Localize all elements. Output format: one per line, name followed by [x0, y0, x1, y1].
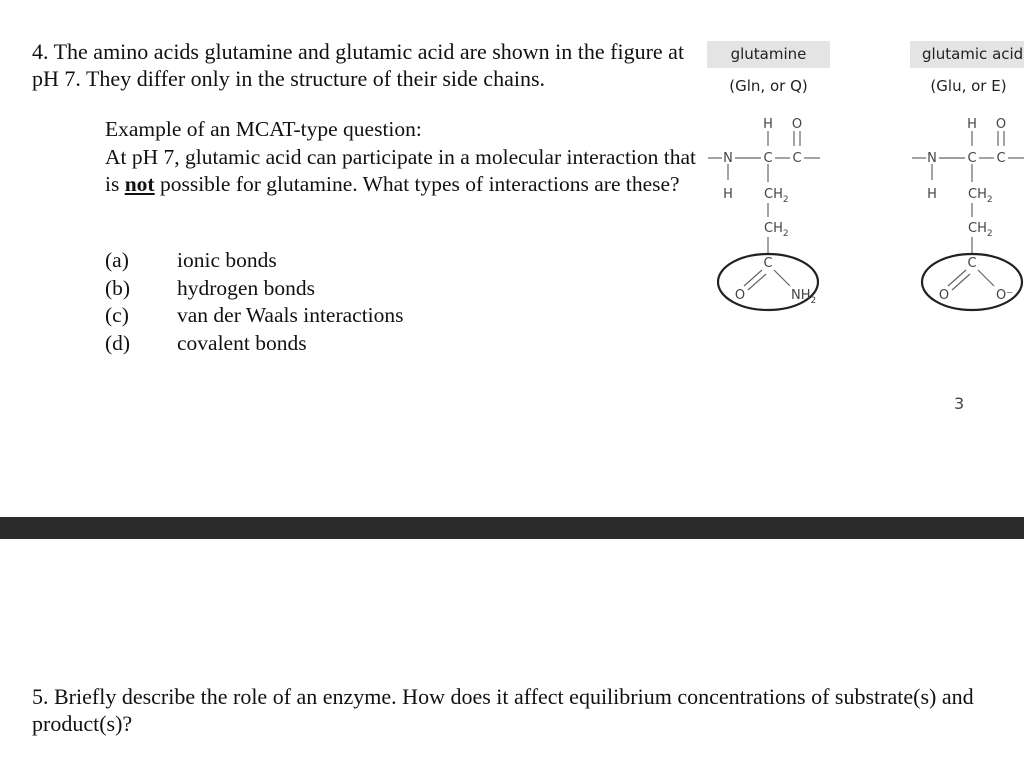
- page-divider: [0, 517, 1024, 539]
- option-text: hydrogen bonds: [177, 275, 315, 300]
- atom-c: C: [967, 151, 977, 166]
- example-heading: Example of an MCAT-type question:: [105, 117, 422, 141]
- stem-emphasis: not: [124, 172, 155, 196]
- example-question: [105, 116, 705, 199]
- atom-c: C: [967, 256, 977, 271]
- option-letter: (a): [105, 248, 129, 272]
- option-text: van der Waals interactions: [177, 303, 404, 327]
- question-5-text: 5. Briefly describe the role of an enzyme. How does it affect equilibrium concentrations of substrate(s) and product(s)?: [32, 684, 974, 736]
- group-ch2: $CH_2$: [764, 221, 789, 239]
- atom-o: O: [995, 117, 1007, 132]
- option-text: covalent bonds: [177, 330, 307, 355]
- atom-o: O: [734, 288, 746, 303]
- atom-h: H: [967, 117, 977, 132]
- amino-acid-structures: [690, 100, 1024, 320]
- glutamic-acid-abbr: (Glu, or E): [930, 77, 1007, 95]
- option-letter: (d): [105, 330, 131, 355]
- option-text: ionic bonds: [177, 248, 277, 272]
- atom-h: H: [723, 187, 733, 202]
- glutamine-title: glutamine: [707, 41, 830, 68]
- atom-n: N: [723, 151, 733, 166]
- stem-before: At pH 7, glutamic acid can participate in a molecular interaction that is: [105, 144, 697, 196]
- atom-c: C: [763, 151, 773, 166]
- example-stem: [105, 144, 705, 199]
- group-ch2: $CH_2$: [968, 221, 993, 239]
- glutamine-structure: [708, 117, 820, 310]
- question-4-text: 4. The amino acids glutamine and glutamic acid are shown in the figure at pH 7. They differ only in the structure of their side chains.: [32, 39, 685, 91]
- group-ch2: $CH_2$: [968, 187, 993, 205]
- option-letter: (b): [105, 275, 131, 300]
- glutamic-acid-structure: [912, 117, 1024, 310]
- atom-h: H: [763, 117, 773, 132]
- stem-after: possible for glutamine. What types of interactions are these?: [154, 172, 680, 196]
- group-nh2: $NH_2$: [791, 288, 817, 306]
- atom-n: N: [927, 151, 937, 166]
- page-number: 3: [954, 394, 965, 413]
- option-letter: (c): [105, 303, 129, 327]
- atom-h: H: [927, 187, 937, 202]
- atom-o: O: [938, 288, 950, 303]
- atom-c: C: [996, 151, 1006, 166]
- atom-c: C: [763, 256, 773, 271]
- glutamic-acid-title: glutamic acid: [910, 41, 1024, 68]
- atom-o-minus: O⁻: [996, 288, 1014, 303]
- atom-o: O: [791, 117, 803, 132]
- atom-c: C: [792, 151, 802, 166]
- group-ch2: $CH_2$: [764, 187, 789, 205]
- glutamine-abbr: (Gln, or Q): [729, 77, 808, 95]
